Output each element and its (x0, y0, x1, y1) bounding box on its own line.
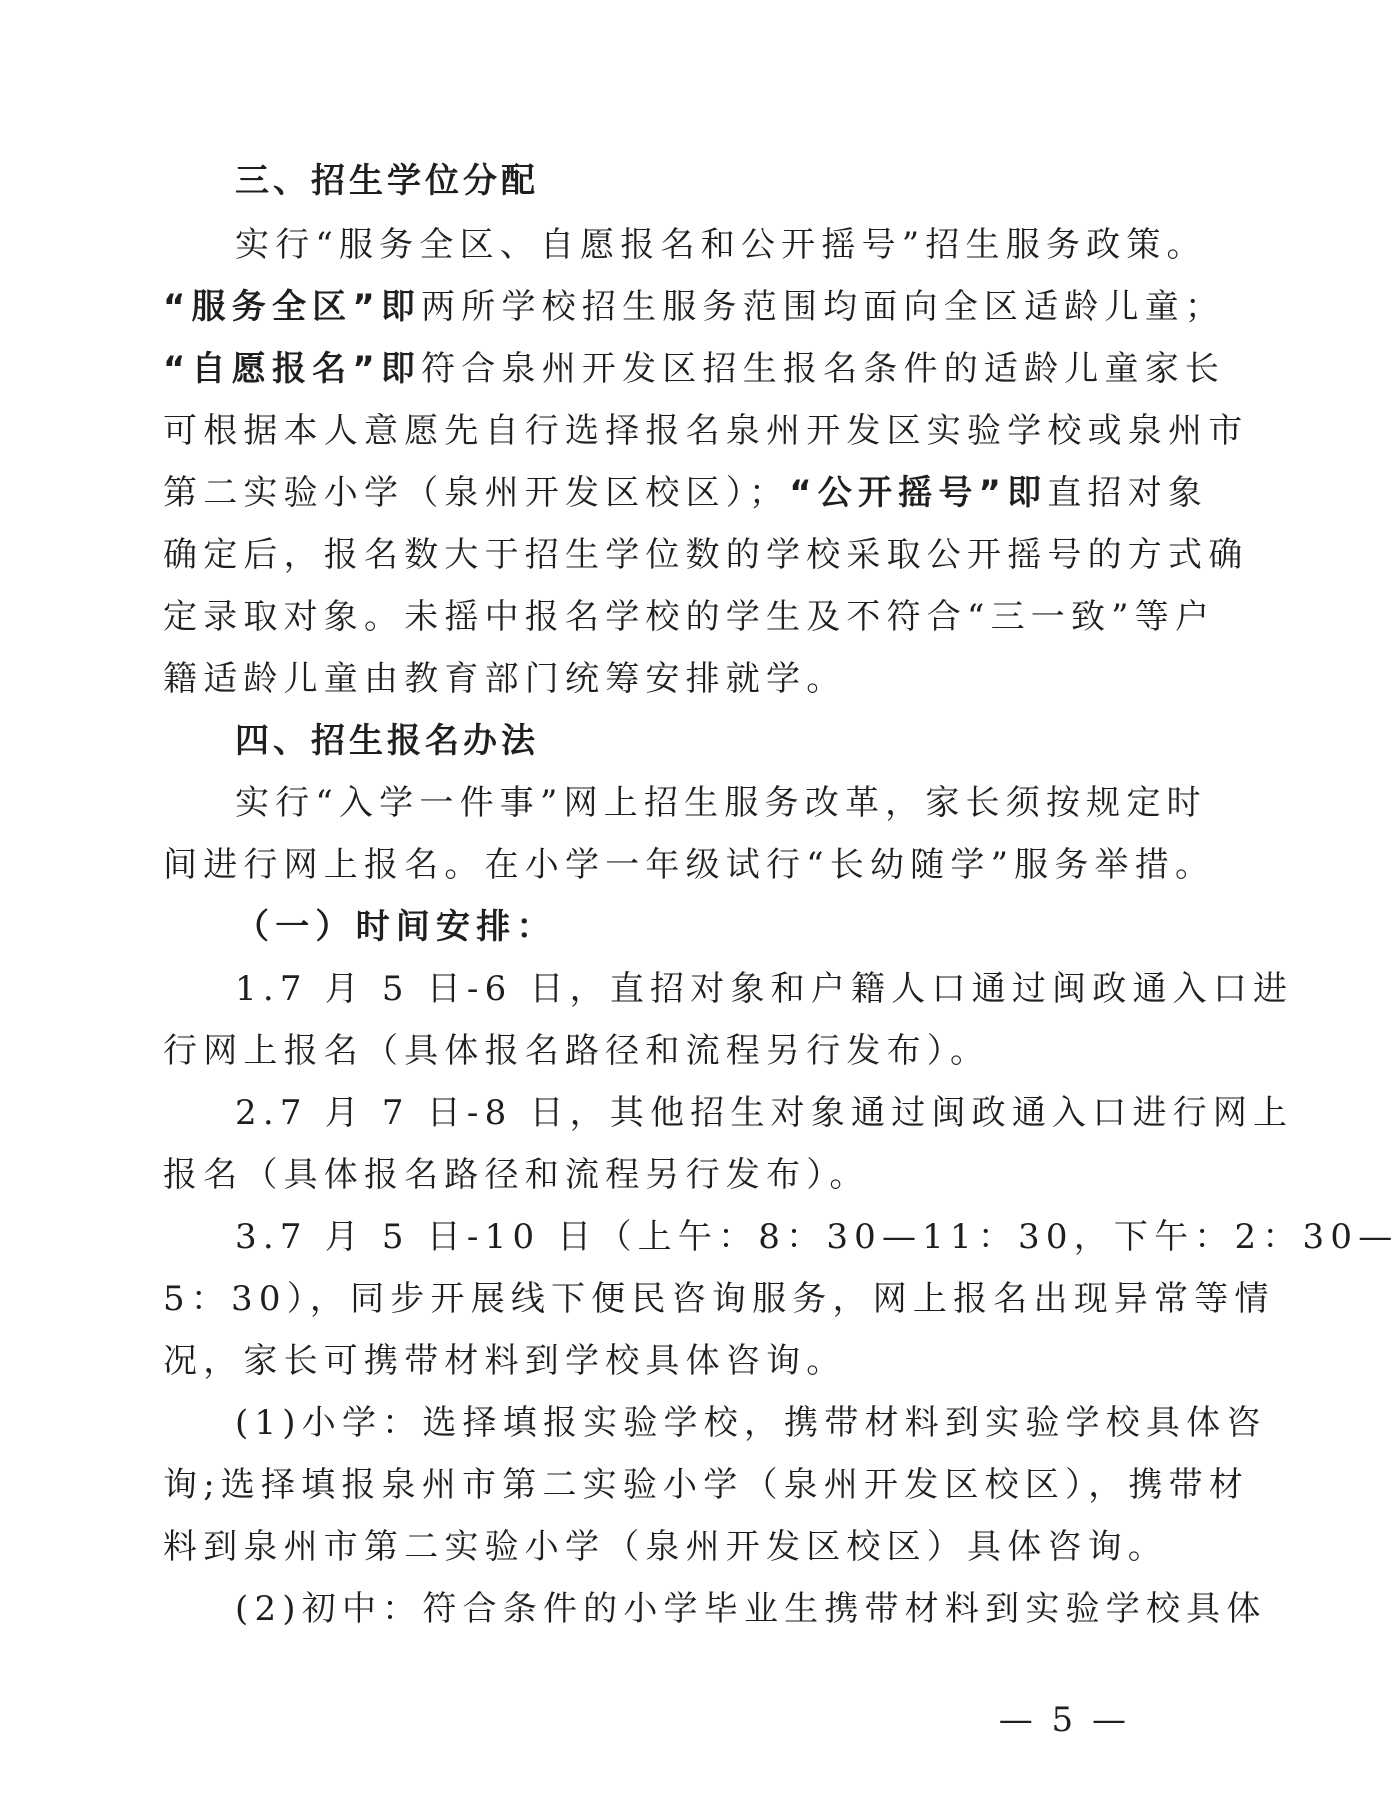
bold-term: “自愿报名”即 (163, 349, 422, 389)
text-run: 两所学校招生服务范围均面向全区适龄儿童； (421, 287, 1226, 327)
list-item-line: 报名（具体报名路径和流程另行发布）。 (163, 1155, 870, 1195)
text-run: 符合泉州开发区招生报名条件的适龄儿童家长 (421, 349, 1226, 389)
bold-term: “公开摇号”即 (789, 473, 1048, 513)
paragraph-line (163, 276, 1225, 338)
paragraph-line: 定录取对象。未摇中报名学校的学生及不符合“三一致”等户 (163, 597, 1216, 637)
list-item-line: 况，家长可携带材料到学校具体咨询。 (163, 1341, 847, 1381)
list-item-line: 料到泉州市第二实验小学（泉州开发区校区）具体咨询。 (163, 1527, 1168, 1567)
paragraph-line: 实行“服务全区、自愿报名和公开摇号”招生服务政策。 (235, 225, 1207, 265)
paragraph-line: 间进行网上报名。在小学一年级试行“长幼随学”服务举措。 (163, 845, 1216, 885)
list-item-line: (2)初中：符合条件的小学毕业生携带材料到实验学校具体 (235, 1589, 1267, 1629)
page-number: — 5 — (998, 1700, 1130, 1740)
section-4-heading: 四、招生报名办法 (235, 721, 539, 761)
paragraph-line: 可根据本人意愿先自行选择报名泉州开发区实验学校或泉州市 (163, 411, 1249, 451)
list-item-line: (1)小学：选择填报实验学校，携带材料到实验学校具体咨 (235, 1403, 1267, 1443)
list-item-line: 5：30），同步开展线下便民咨询服务，网上报名出现异常等情 (163, 1279, 1275, 1319)
paragraph-line: 实行“入学一件事”网上招生服务改革，家长须按规定时 (235, 783, 1207, 823)
list-item-line: 行网上报名（具体报名路径和流程另行发布）。 (163, 1031, 991, 1071)
text-run: 第二实验小学（泉州开发区校区）； (163, 473, 790, 513)
list-item-line: 2.7 月 7 日-8 日，其他招生对象通过闽政通入口进行网上 (235, 1093, 1294, 1133)
list-item-line: 3.7 月 5 日-10 日（上午：8：30—11：30，下午：2：30— (235, 1217, 1398, 1257)
list-item-line: 询;选择填报泉州市第二实验小学（泉州开发区校区），携带材 (163, 1465, 1250, 1505)
text-run: 直招对象 (1047, 473, 1209, 513)
paragraph-line: 确定后，报名数大于招生学位数的学校采取公开摇号的方式确 (163, 535, 1249, 575)
section-3-heading: 三、招生学位分配 (235, 161, 539, 201)
subsection-heading: （一）时间安排： (235, 907, 557, 947)
list-item-line: 1.7 月 5 日-6 日，直招对象和户籍人口通过闽政通入口进 (235, 969, 1294, 1009)
bold-term: “服务全区”即 (163, 287, 422, 327)
paragraph-line: 籍适龄儿童由教育部门统筹安排就学。 (163, 659, 847, 699)
paragraph-line (163, 338, 1225, 400)
paragraph-line (163, 462, 1208, 524)
